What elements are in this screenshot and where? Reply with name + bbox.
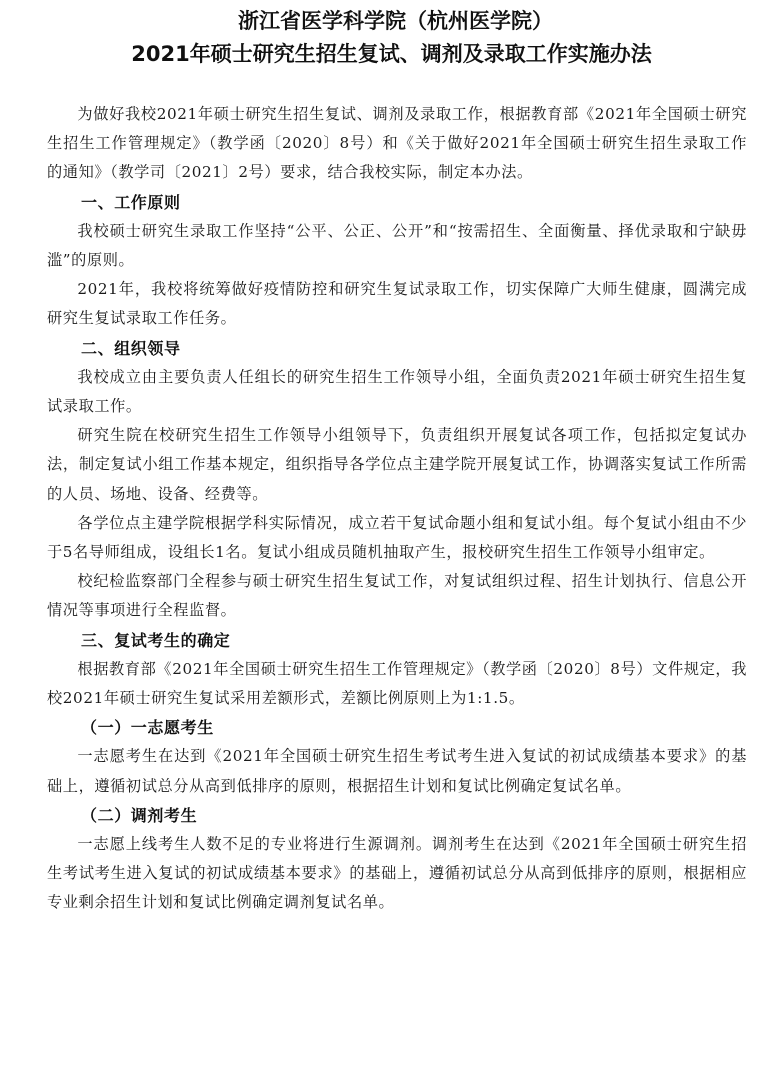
paragraph-organization-3: 各学位点主建学院根据学科实际情况，成立若干复试命题小组和复试小组。每个复试小组由不少于5名导师组成，设组长1名。复试小组成员随机抽取产生，报校研究生招生工作领导小组审定。	[47, 513, 747, 562]
paragraph-intro: 为做好我校2021年硕士研究生招生复试、调剂及录取工作，根据教育部《2021年全国硕士研究生招生工作管理规定》（教学函〔2020〕8号）和《关于做好2021年全国硕士研究生招生录取工作的通知》（教学司〔2021〕2号）要求，结合我校实际，制定本办法。	[47, 105, 747, 182]
document-title-line1: 浙江省医学科学院（杭州医学院）	[238, 9, 553, 33]
document-body	[47, 100, 747, 918]
subheading-adjustment: （二）调剂考生	[81, 805, 198, 825]
section-heading-organization: 二、组织领导	[81, 338, 181, 358]
paragraph-organization-4: 校纪检监察部门全程参与硕士研究生招生复试工作，对复试组织过程、招生计划执行、信息公开情况等事项进行全程监督。	[47, 572, 747, 620]
section-heading-principles: 一、工作原则	[81, 192, 181, 212]
paragraph-organization-2: 研究生院在校研究生招生工作领导小组领导下，负责组织开展复试各项工作，包括拟定复试办法，制定复试小组工作基本规定，组织指导各学位点主建学院开展复试工作，协调落实复试工作所需的人员、场地、设备、经费等。	[47, 426, 747, 503]
document-title-line2: 2021年硕士研究生招生复试、调剂及录取工作实施办法	[131, 42, 652, 66]
subheading-first-choice: （一）一志愿考生	[81, 718, 214, 738]
paragraph-principles-1: 我校硕士研究生录取工作坚持“公平、公正、公开”和“按需招生、全面衡量、择优录取和宁缺毋滥”的原则。	[47, 221, 747, 270]
section-heading-candidates: 三、复试考生的确定	[81, 630, 231, 650]
paragraph-organization-1: 我校成立由主要负责人任组长的研究生招生工作领导小组，全面负责2021年硕士研究生招生复试录取工作。	[47, 367, 747, 416]
paragraph-candidates-1: 根据教育部《2021年全国硕士研究生招生工作管理规定》（教学函〔2020〕8号）文件规定，我校2021年硕士研究生复试采用差额形式，差额比例原则上为1:1.5。	[47, 659, 747, 708]
paragraph-principles-2: 2021年，我校将统筹做好疫情防控和研究生复试录取工作，切实保障广大师生健康，圆满完成研究生复试录取工作任务。	[47, 280, 747, 328]
paragraph-first-choice: 一志愿考生在达到《2021年全国硕士研究生招生考试考生进入复试的初试成绩基本要求》的基础上，遵循初试总分从高到低排序的原则，根据招生计划和复试比例确定复试名单。	[47, 747, 747, 795]
paragraph-adjustment: 一志愿上线考生人数不足的专业将进行生源调剂。调剂考生在达到《2021年全国硕士研究生招生考试考生进入复试的初试成绩基本要求》的基础上，遵循初试总分从高到低排序的原则，根据相应专业剩余招生计划和复试比例确定调剂复试名单。	[47, 835, 747, 912]
